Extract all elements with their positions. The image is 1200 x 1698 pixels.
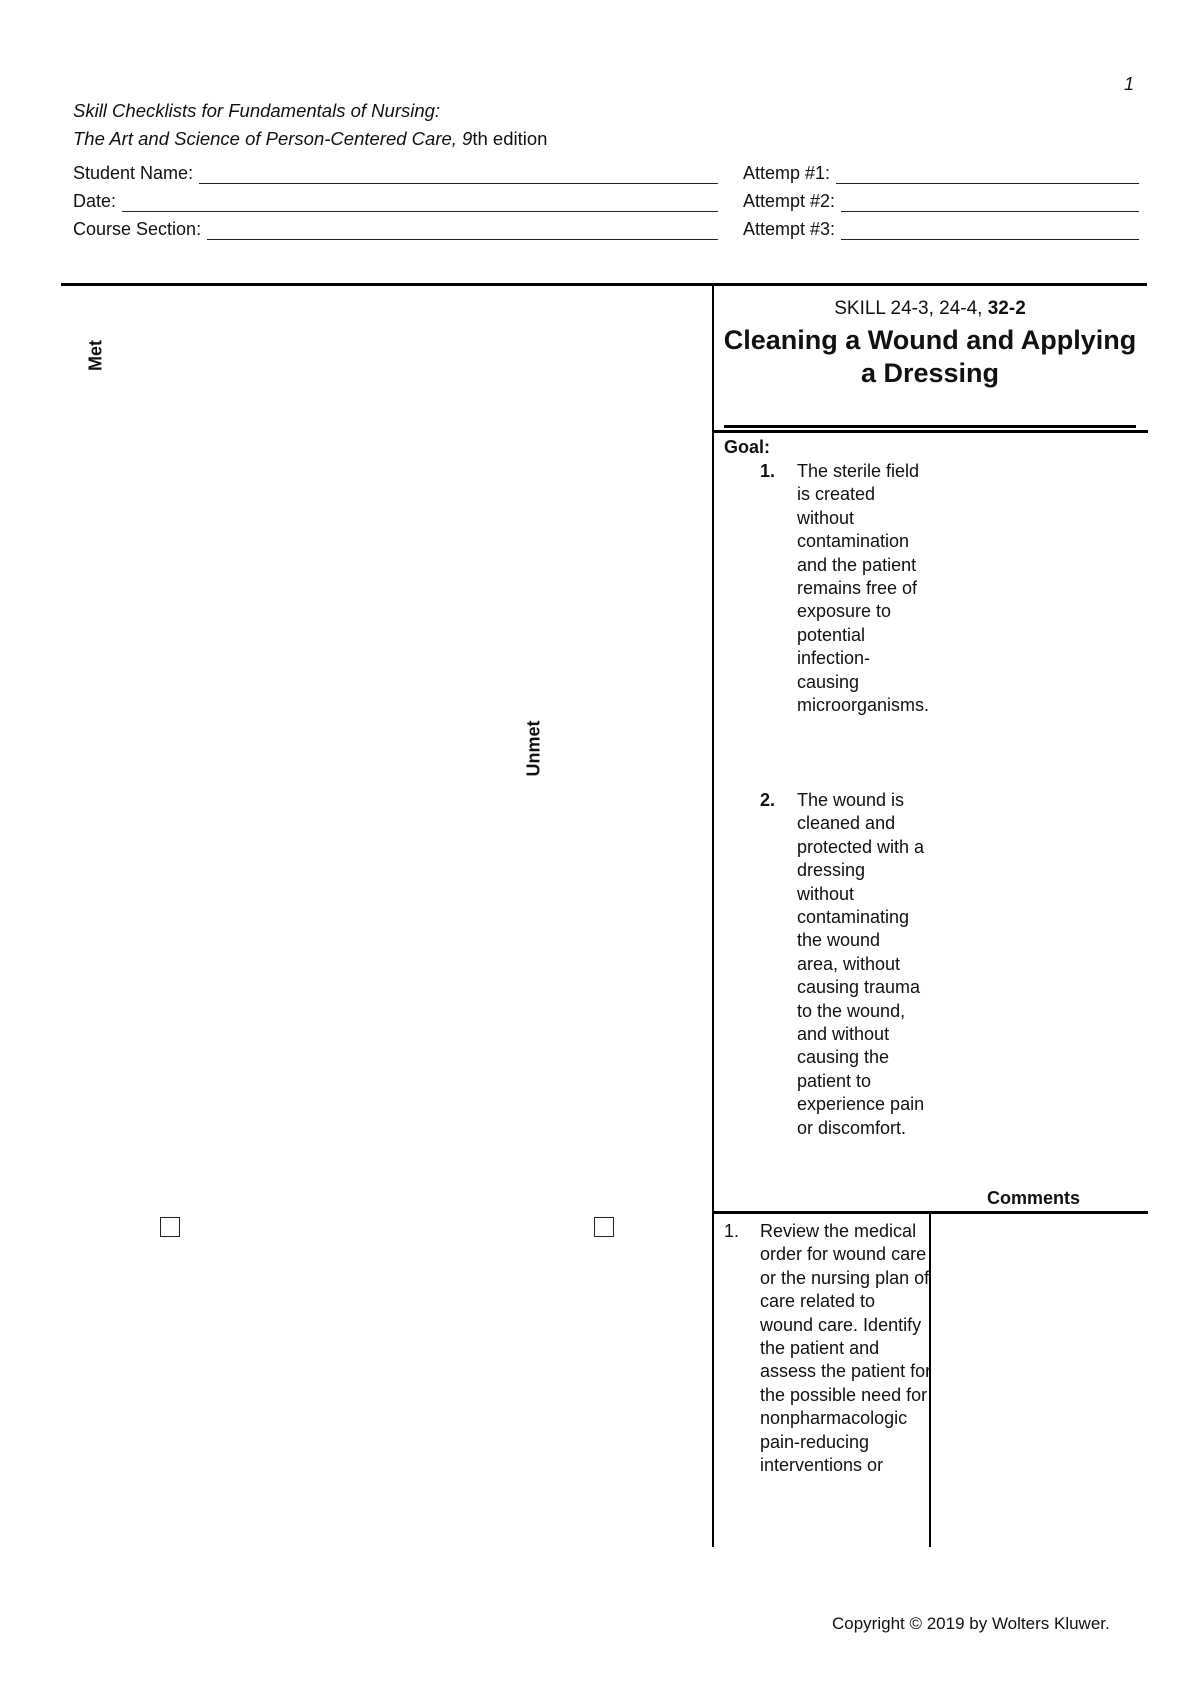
date-line[interactable] — [122, 193, 718, 212]
title-underline — [724, 425, 1136, 428]
title-rule — [714, 430, 1148, 433]
steps-top-rule — [714, 1211, 1148, 1214]
attempt2-label: Attempt #2: — [743, 191, 836, 211]
student-name-label: Student Name: — [73, 163, 194, 183]
met-checkbox[interactable] — [160, 1217, 180, 1237]
met-column-header: Met — [85, 340, 106, 371]
header-book-title: Skill Checklists for Fundamentals of Nursing: — [73, 100, 441, 121]
skill-code-bold: 32-2 — [987, 298, 1026, 319]
date-field[interactable] — [73, 191, 718, 212]
skill-code-prefix: SKILL 24-3, 24-4, — [834, 298, 988, 319]
goal-item-text: The sterile field is created without contamination and the patient remains free of exposure to potential infection-causing microorganisms. — [797, 461, 930, 716]
course-section-line[interactable] — [207, 221, 718, 240]
goal-item-text: The wound is cleaned and protected with a dressing without contaminating the wound area, without causing trauma to the wound, and without causing the patient to experience pain or discomfort. — [797, 790, 925, 1138]
attempt1-line[interactable] — [836, 165, 1139, 184]
skill-code — [714, 298, 1146, 320]
comments-column-header: Comments — [987, 1188, 1081, 1208]
table-divider — [712, 285, 714, 1547]
course-section-field[interactable] — [73, 219, 718, 240]
attempt2-line[interactable] — [841, 193, 1139, 212]
page-number: 1 — [1124, 74, 1135, 94]
step-text: Review the medical order for wound care or the nursing plan of care related to wound care. Identify the patient and assess the patient for the possible need for nonpharmacologic pain-reducing interventions or — [760, 1221, 932, 1476]
copyright-notice: Copyright © 2019 by Wolters Kluwer. — [832, 1614, 1110, 1633]
date-label: Date: — [73, 191, 117, 211]
course-section-label: Course Section: — [73, 219, 202, 239]
goal-item-number: 2. — [760, 790, 776, 810]
unmet-checkbox[interactable] — [594, 1217, 614, 1237]
student-name-field[interactable] — [73, 163, 718, 184]
header-subtitle-italic: The Art and Science of Person-Centered Care, 9 — [73, 128, 473, 149]
attempt1-label: Attemp #1: — [743, 163, 831, 183]
attempt2-field[interactable] — [743, 191, 1139, 212]
goal-label: Goal: — [724, 437, 771, 457]
header-subtitle-edition: th edition — [472, 128, 548, 149]
attempt3-line[interactable] — [841, 221, 1139, 240]
attempt3-field[interactable] — [743, 219, 1139, 240]
goal-item-number: 1. — [760, 461, 776, 481]
student-name-line[interactable] — [199, 165, 718, 184]
step-number: 1. — [724, 1221, 740, 1241]
table-top-rule — [61, 283, 1147, 286]
attempt1-field[interactable] — [743, 163, 1139, 184]
attempt3-label: Attempt #3: — [743, 219, 836, 239]
skill-title: Cleaning a Wound and Applying a Dressing — [723, 325, 1137, 388]
header-book-subtitle — [73, 128, 547, 150]
unmet-column-header: Unmet — [523, 720, 544, 777]
